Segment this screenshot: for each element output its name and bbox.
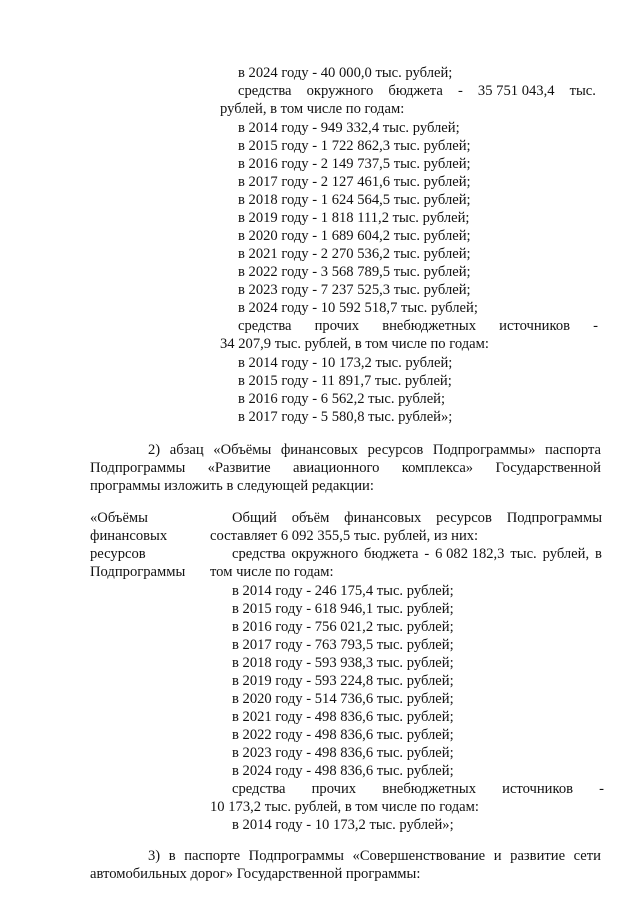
district-year-line: в 2020 году - 1 689 604,2 тыс. рублей; — [238, 228, 471, 244]
other-year-line: в 2014 году - 10 173,2 тыс. рублей; — [238, 355, 453, 371]
district-budget-continuation: том числе по годам: — [210, 564, 334, 580]
other-year-line: в 2016 году - 6 562,2 тыс. рублей; — [238, 391, 446, 407]
other-sources-continuation: 10 173,2 тыс. рублей, в том числе по годам: — [210, 799, 479, 815]
district-year-line: в 2016 году - 2 149 737,5 тыс. рублей; — [238, 156, 471, 172]
other-sources-line: средства прочих внебюджетных источников - — [232, 781, 604, 797]
district-year-line: в 2018 году - 1 624 564,5 тыс. рублей; — [238, 192, 471, 208]
district-year-line: в 2018 году - 593 938,3 тыс. рублей; — [232, 655, 454, 671]
section-2-intro-line-3: программы изложить в следующей редакции: — [90, 478, 374, 494]
district-budget-line: средства окружного бюджета - 6 082 182,3 тыс. рублей, в — [232, 546, 602, 562]
district-year-line: в 2023 году - 498 836,6 тыс. рублей; — [232, 745, 454, 761]
other-sources-line: средства прочих внебюджетных источников - — [238, 318, 598, 334]
district-year-line: в 2024 году - 10 592 518,7 тыс. рублей; — [238, 300, 478, 316]
other-year-line: в 2014 году - 10 173,2 тыс. рублей»; — [232, 817, 454, 833]
other-year-line: в 2015 году - 11 891,7 тыс. рублей; — [238, 373, 452, 389]
district-year-line: в 2016 году - 756 021,2 тыс. рублей; — [232, 619, 454, 635]
label-line: Подпрограммы — [90, 564, 186, 580]
district-year-line: в 2021 году - 2 270 536,2 тыс. рублей; — [238, 246, 471, 262]
district-year-line: в 2015 году - 618 946,1 тыс. рублей; — [232, 601, 454, 617]
total-volume-line: Общий объём финансовых ресурсов Подпрограммы — [232, 510, 602, 526]
district-year-line: в 2019 году - 593 224,8 тыс. рублей; — [232, 673, 454, 689]
district-year-line: в 2014 году - 246 175,4 тыс. рублей; — [232, 583, 454, 599]
district-year-line: в 2017 году - 2 127 461,6 тыс. рублей; — [238, 174, 471, 190]
total-volume-continuation: составляет 6 092 355,5 тыс. рублей, из них: — [210, 528, 479, 544]
district-year-line: в 2022 году - 498 836,6 тыс. рублей; — [232, 727, 454, 743]
district-year-line: в 2023 году - 7 237 525,3 тыс. рублей; — [238, 282, 471, 298]
district-year-line: в 2015 году - 1 722 862,3 тыс. рублей; — [238, 138, 471, 154]
district-year-line: в 2017 году - 763 793,5 тыс. рублей; — [232, 637, 454, 653]
other-year-line: в 2017 году - 5 580,8 тыс. рублей»; — [238, 409, 453, 425]
other-sources-continuation: 34 207,9 тыс. рублей, в том числе по годам: — [220, 336, 489, 352]
section-2-intro-line-2: Подпрограммы «Развитие авиационного комплекса» Государственной — [90, 460, 601, 476]
funding-line-2024-total: в 2024 году - 40 000,0 тыс. рублей; — [238, 65, 453, 81]
section-3-line-2: автомобильных дорог» Государственной программы: — [90, 866, 421, 882]
district-year-line: в 2024 году - 498 836,6 тыс. рублей; — [232, 763, 454, 779]
section-3-line-1: 3) в паспорте Подпрограммы «Совершенствование и развитие сети — [148, 848, 601, 864]
district-year-line: в 2021 году - 498 836,6 тыс. рублей; — [232, 709, 454, 725]
district-year-line: в 2020 году - 514 736,6 тыс. рублей; — [232, 691, 454, 707]
district-year-line: в 2014 году - 949 332,4 тыс. рублей; — [238, 120, 460, 136]
label-line: ресурсов — [90, 546, 146, 562]
district-budget-line: средства окружного бюджета - 35 751 043,4 тыс. — [238, 83, 596, 99]
label-line: финансовых — [90, 528, 168, 544]
district-year-line: в 2022 году - 3 568 789,5 тыс. рублей; — [238, 264, 471, 280]
label-line: «Объёмы — [90, 510, 148, 526]
district-budget-continuation: рублей, в том числе по годам: — [220, 101, 405, 117]
district-year-line: в 2019 году - 1 818 111,2 тыс. рублей; — [238, 210, 470, 226]
section-2-intro-line-1: 2) абзац «Объёмы финансовых ресурсов Подпрограммы» паспорта — [148, 442, 601, 458]
